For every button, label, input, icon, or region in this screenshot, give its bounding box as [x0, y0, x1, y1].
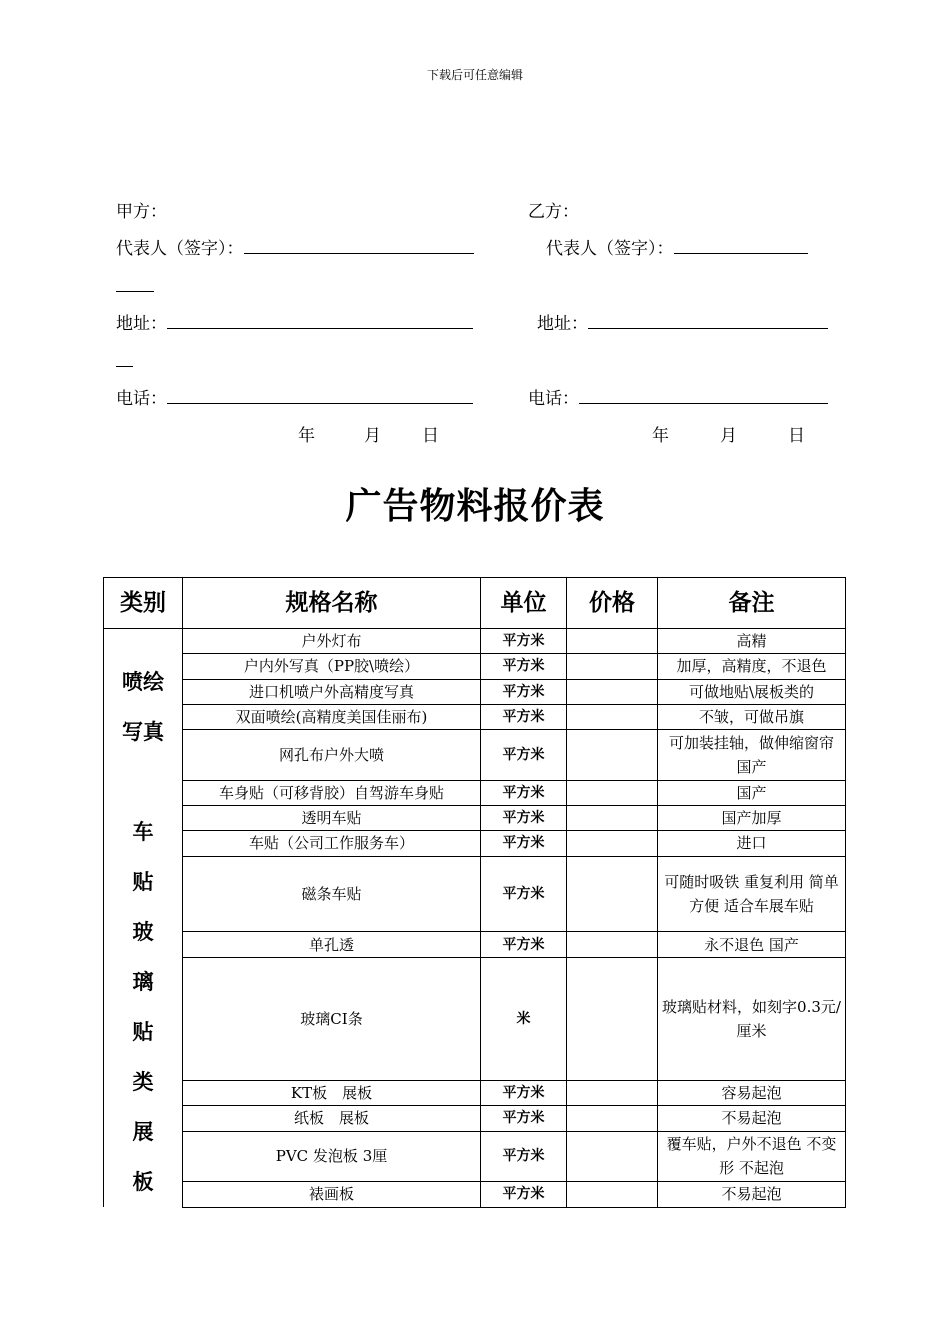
quote-table: [103, 577, 846, 1208]
party-b-rep-label: 代表人（签字）：: [546, 239, 674, 259]
price-cell[interactable]: [567, 805, 658, 830]
note-cell: 进口: [658, 831, 846, 856]
spec-name: 户内外写真（PP胶\喷绘）: [183, 654, 481, 679]
category-line: 板: [132, 1169, 154, 1194]
table-row: [104, 1131, 846, 1182]
price-cell[interactable]: [567, 1131, 658, 1182]
unit-cell: 平方米: [481, 1182, 567, 1207]
note-cell: 不易起泡: [658, 1106, 846, 1131]
spec-name: 透明车贴: [183, 805, 481, 830]
party-a-phone-line[interactable]: [167, 403, 473, 404]
spec-name: 裱画板: [183, 1182, 481, 1207]
page-title: 广告物料报价表: [345, 486, 605, 527]
spec-name: PVC 发泡板 3厘: [183, 1131, 481, 1182]
note-cell: 高精: [658, 629, 846, 654]
unit-cell: 平方米: [481, 730, 567, 781]
price-cell[interactable]: [567, 1106, 658, 1131]
party-a-rep-line[interactable]: [244, 253, 474, 254]
address-line-wrap: [116, 366, 133, 367]
party-a-rep-row: [116, 234, 474, 259]
party-a-address-line[interactable]: [167, 328, 473, 329]
note-cell: 不皱，可做吊旗: [658, 704, 846, 729]
price-cell[interactable]: [567, 679, 658, 704]
party-b-address-line[interactable]: [588, 328, 828, 329]
header-note: 备注: [658, 578, 846, 629]
header-unit: 单位: [481, 578, 567, 629]
party-b-rep-row: [546, 234, 808, 259]
spec-name: 纸板 展板: [183, 1106, 481, 1131]
unit-cell: 平方米: [481, 1106, 567, 1131]
table-row: [104, 679, 846, 704]
unit-cell: 平方米: [481, 1131, 567, 1182]
note-cell: 可做地贴\展板类的: [658, 679, 846, 704]
date-year: 年: [298, 426, 315, 446]
party-b-rep-line[interactable]: [674, 253, 808, 254]
table-row: [104, 1182, 846, 1207]
table-row: [104, 780, 846, 805]
party-b-phone-row: [528, 384, 828, 409]
rep-line-wrap: [116, 291, 154, 292]
price-cell[interactable]: [567, 654, 658, 679]
note-cell: 加厚，高精度，不退色: [658, 654, 846, 679]
category-line: 贴: [132, 869, 154, 894]
party-a-rep-label: 代表人（签字）：: [116, 239, 244, 259]
table-row: [104, 654, 846, 679]
spec-name: 户外灯布: [183, 629, 481, 654]
price-cell[interactable]: [567, 730, 658, 781]
spec-name: 双面喷绘(高精度美国佳丽布): [183, 704, 481, 729]
category-line: 类: [132, 1069, 154, 1094]
price-cell[interactable]: [567, 831, 658, 856]
party-a-address-row: [116, 309, 473, 334]
party-b-phone-line[interactable]: [579, 403, 828, 404]
note-cell: 覆车贴，户外不退色 不变形 不起泡: [658, 1131, 846, 1182]
note-cell: 可随时吸铁 重复利用 简单方便 适合车展车贴: [658, 856, 846, 932]
spec-name: 玻璃CI条: [183, 957, 481, 1080]
category-text: [104, 629, 182, 1207]
spec-name: 进口机喷户外高精度写真: [183, 679, 481, 704]
date-month: 月: [364, 426, 381, 446]
unit-cell: 平方米: [481, 704, 567, 729]
party-b-address-row: [537, 309, 828, 334]
note-cell: 可加装挂轴，做伸缩窗帘 国产: [658, 730, 846, 781]
table-row: [104, 704, 846, 729]
header-note: 下载后可任意编辑: [426, 68, 523, 82]
spec-name: 车身贴（可移背胶）自驾游车身贴: [183, 780, 481, 805]
unit-cell: 平方米: [481, 932, 567, 957]
party-a-label: 甲方：: [116, 202, 167, 222]
unit-cell: 平方米: [481, 805, 567, 830]
unit-cell: 平方米: [481, 1081, 567, 1106]
table-row: [104, 629, 846, 654]
price-cell[interactable]: [567, 856, 658, 932]
unit-cell: 平方米: [481, 780, 567, 805]
unit-cell: 平方米: [481, 856, 567, 932]
spec-name: 车贴（公司工作服务车）: [183, 831, 481, 856]
party-a-address-label: 地址：: [116, 314, 167, 334]
party-b-label: 乙方：: [528, 202, 579, 222]
price-cell[interactable]: [567, 780, 658, 805]
category-line: 展: [132, 1119, 154, 1144]
table-row: [104, 932, 846, 957]
party-b-date: [652, 421, 805, 446]
header-spec-name: 规格名称: [183, 578, 481, 629]
unit-cell: 平方米: [481, 654, 567, 679]
category-line: [104, 757, 182, 807]
category-line: 喷绘: [122, 669, 164, 694]
table-header-row: [104, 578, 846, 629]
price-cell[interactable]: [567, 1081, 658, 1106]
date-year: 年: [652, 426, 669, 446]
party-b-address-label: 地址：: [537, 314, 588, 334]
category-line: 贴: [132, 1019, 154, 1044]
unit-cell: 平方米: [481, 679, 567, 704]
price-cell[interactable]: [567, 957, 658, 1080]
note-cell: 不易起泡: [658, 1182, 846, 1207]
price-cell[interactable]: [567, 704, 658, 729]
header-category: 类别: [104, 578, 183, 629]
price-cell[interactable]: [567, 629, 658, 654]
table-row: [104, 1081, 846, 1106]
table-row: [104, 957, 846, 1080]
table-row: [104, 831, 846, 856]
spec-name: 网孔布户外大喷: [183, 730, 481, 781]
price-cell[interactable]: [567, 932, 658, 957]
party-a-phone-row: [116, 384, 473, 409]
note-cell: 国产加厚: [658, 805, 846, 830]
spec-name: 磁条车贴: [183, 856, 481, 932]
table-row: [104, 856, 846, 932]
party-b-phone-label: 电话：: [528, 389, 579, 409]
category-cell: [104, 629, 183, 1208]
spec-name: 单孔透: [183, 932, 481, 957]
unit-cell: 米: [481, 957, 567, 1080]
note-cell: 永不退色 国产: [658, 932, 846, 957]
note-cell: 玻璃贴材料，如刻字0.3元/厘米: [658, 957, 846, 1080]
price-cell[interactable]: [567, 1182, 658, 1207]
category-line: 玻: [132, 919, 154, 944]
category-line: 车: [132, 819, 154, 844]
date-day: 日: [788, 426, 805, 446]
note-cell: 国产: [658, 780, 846, 805]
table-row: [104, 730, 846, 781]
party-a-date: [298, 421, 439, 446]
category-line: 璃: [132, 969, 154, 994]
note-cell: 容易起泡: [658, 1081, 846, 1106]
date-month: 月: [720, 426, 737, 446]
party-a-phone-label: 电话：: [116, 389, 167, 409]
header-price: 价格: [567, 578, 658, 629]
unit-cell: 平方米: [481, 629, 567, 654]
unit-cell: 平方米: [481, 831, 567, 856]
table-row: [104, 805, 846, 830]
spec-name: KT板 展板: [183, 1081, 481, 1106]
date-day: 日: [422, 426, 439, 446]
table-row: [104, 1106, 846, 1131]
category-line: 写真: [122, 719, 164, 744]
